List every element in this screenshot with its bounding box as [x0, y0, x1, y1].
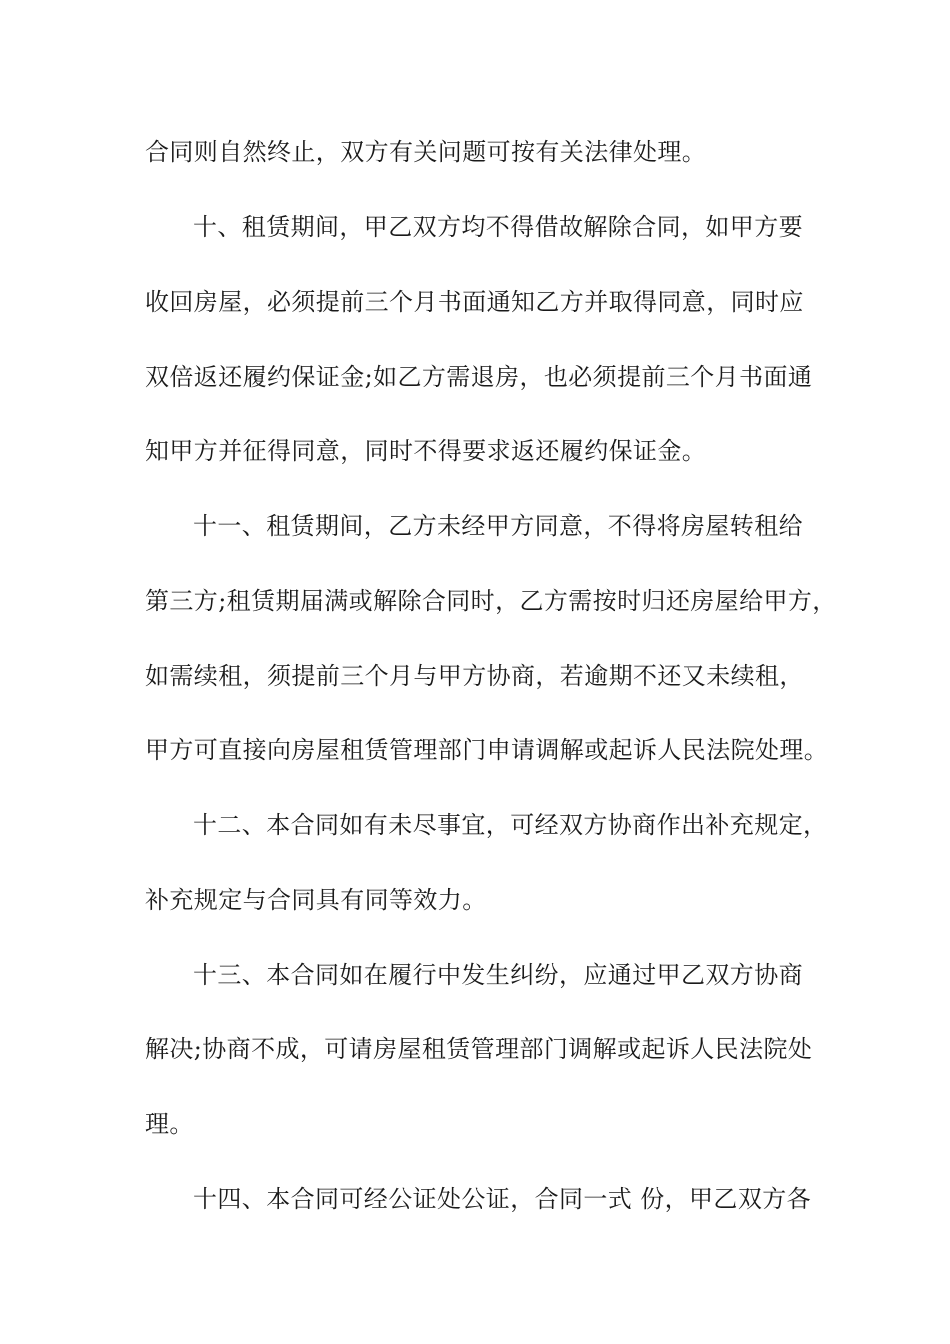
clause-10-heading-line: 十、租赁期间，甲乙双方均不得借故解除合同，如甲方要 — [193, 213, 803, 241]
clause-13-heading-line: 十三、本合同如在履行中发生纠纷，应通过甲乙双方协商 — [193, 961, 803, 989]
text-line: 知甲方并征得同意，同时不得要求返还履约保证金。 — [145, 437, 707, 465]
text-line: 双倍返还履约保证金;如乙方需退房，也必须提前三个月书面通 — [145, 363, 813, 391]
text-line: 理。 — [145, 1110, 194, 1138]
text-line: 收回房屋，必须提前三个月书面通知乙方并取得同意，同时应 — [145, 288, 804, 316]
text-line: 补充规定与合同具有同等效力。 — [145, 886, 487, 914]
text-line: 第三方;租赁期届满或解除合同时，乙方需按时归还房屋给甲方， — [145, 587, 837, 615]
clause-11-heading-line: 十一、租赁期间，乙方未经甲方同意，不得将房屋转租给 — [193, 512, 803, 540]
clause-14-heading-line: 十四、本合同可经公证处公证，合同一式 份，甲乙双方各 — [193, 1185, 812, 1213]
clause-12-heading-line: 十二、本合同如有未尽事宜，可经双方协商作出补充规定， — [193, 811, 828, 839]
text-line: 甲方可直接向房屋租赁管理部门申请调解或起诉人民法院处理。 — [145, 736, 829, 764]
text-line: 合同则自然终止，双方有关问题可按有关法律处理。 — [145, 138, 707, 166]
text-line: 解决;协商不成，可请房屋租赁管理部门调解或起诉人民法院处 — [145, 1035, 813, 1063]
text-line: 如需续租，须提前三个月与甲方协商，若逾期不还又未续租， — [145, 662, 804, 690]
